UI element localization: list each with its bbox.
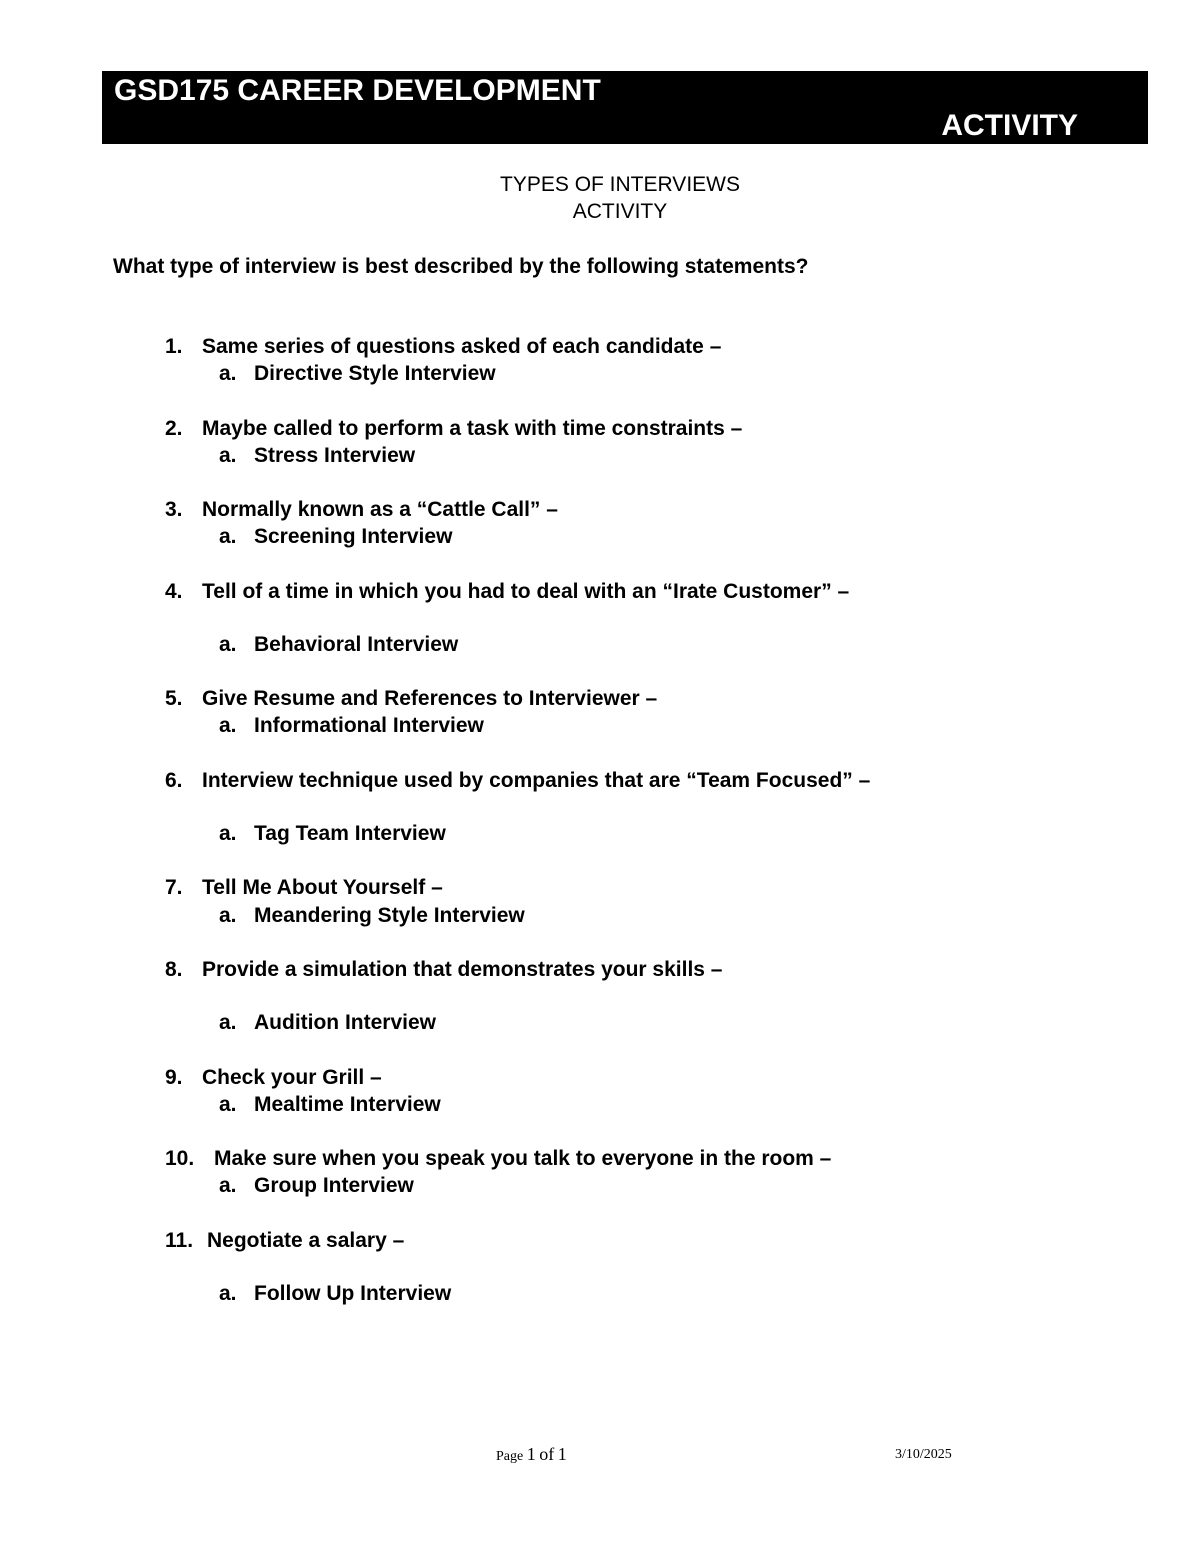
question-6	[165, 767, 871, 794]
answer-text: Behavioral Interview	[254, 633, 459, 656]
answer-letter: a.	[219, 822, 237, 845]
answer-4	[219, 631, 459, 658]
question-number: 6.	[165, 769, 183, 792]
question-1	[165, 333, 722, 360]
question-text: Provide a simulation that demonstrates your skills –	[202, 958, 723, 981]
title-line-2: ACTIVITY	[572, 200, 668, 223]
question-text: Same series of questions asked of each candidate –	[202, 335, 722, 358]
question-4	[165, 578, 850, 605]
answer-6	[219, 820, 446, 847]
question-text: Tell of a time in which you had to deal with an “Irate Customer” –	[202, 580, 850, 603]
question-5	[165, 685, 658, 712]
answer-text: Audition Interview	[254, 1011, 437, 1034]
question-number: 11.	[165, 1229, 194, 1252]
answer-letter: a.	[219, 714, 237, 737]
header-bar	[102, 71, 1148, 144]
question-number: 7.	[165, 876, 183, 899]
question-text: Make sure when you speak you talk to everyone in the room –	[214, 1147, 832, 1170]
question-text: Negotiate a salary –	[207, 1229, 405, 1252]
question-number: 9.	[165, 1066, 183, 1089]
question-number: 8.	[165, 958, 183, 981]
page-number-footer	[496, 1443, 567, 1468]
question-number: 4.	[165, 580, 183, 603]
answer-text: Group Interview	[254, 1174, 414, 1197]
course-title: GSD175 CAREER DEVELOPMENT	[114, 74, 601, 107]
question-number: 10.	[165, 1147, 195, 1170]
answer-text: Meandering Style Interview	[254, 904, 525, 927]
document-title	[0, 171, 1200, 225]
answer-7	[219, 902, 525, 929]
question-text: Tell Me About Yourself –	[202, 876, 443, 899]
answer-letter: a.	[219, 1011, 237, 1034]
question-text: Check your Grill –	[202, 1066, 382, 1089]
answer-text: Tag Team Interview	[254, 822, 446, 845]
answer-text: Follow Up Interview	[254, 1282, 452, 1305]
header-activity-label: ACTIVITY	[941, 109, 1078, 142]
answer-8	[219, 1009, 437, 1036]
page-of-label: of	[539, 1444, 555, 1464]
answer-10	[219, 1172, 414, 1199]
question-text: Give Resume and References to Interviewer –	[202, 687, 658, 710]
question-3	[165, 496, 558, 523]
answer-1	[219, 360, 496, 387]
answer-text: Stress Interview	[254, 444, 416, 467]
answer-5	[219, 712, 484, 739]
answer-letter: a.	[219, 904, 237, 927]
question-10	[165, 1145, 832, 1172]
question-number: 1.	[165, 335, 183, 358]
question-8	[165, 956, 723, 983]
answer-letter: a.	[219, 362, 237, 385]
question-text: Normally known as a “Cattle Call” –	[202, 498, 558, 521]
question-number: 2.	[165, 417, 183, 440]
question-9	[165, 1064, 382, 1091]
question-text: Maybe called to perform a task with time constraints –	[202, 417, 743, 440]
answer-11	[219, 1280, 452, 1307]
answer-letter: a.	[219, 1093, 237, 1116]
question-7	[165, 874, 443, 901]
title-line-1: TYPES OF INTERVIEWS	[500, 173, 740, 196]
answer-text: Screening Interview	[254, 525, 453, 548]
answer-text: Directive Style Interview	[254, 362, 496, 385]
question-11	[165, 1227, 405, 1254]
page-total: 1	[557, 1444, 567, 1464]
answer-text: Informational Interview	[254, 714, 484, 737]
answer-9	[219, 1091, 441, 1118]
answer-letter: a.	[219, 1282, 237, 1305]
answer-letter: a.	[219, 1174, 237, 1197]
answer-text: Mealtime Interview	[254, 1093, 441, 1116]
page-current: 1	[526, 1444, 536, 1464]
answer-letter: a.	[219, 525, 237, 548]
answer-letter: a.	[219, 633, 237, 656]
question-2	[165, 415, 743, 442]
answer-letter: a.	[219, 444, 237, 467]
answer-3	[219, 523, 453, 550]
question-number: 5.	[165, 687, 183, 710]
question-prompt: What type of interview is best described by the following statements?	[113, 255, 809, 278]
question-text: Interview technique used by companies that are “Team Focused” –	[202, 769, 871, 792]
footer-date: 3/10/2025	[895, 1447, 952, 1462]
answer-2	[219, 442, 416, 469]
question-number: 3.	[165, 498, 183, 521]
page-label: Page	[496, 1449, 524, 1464]
